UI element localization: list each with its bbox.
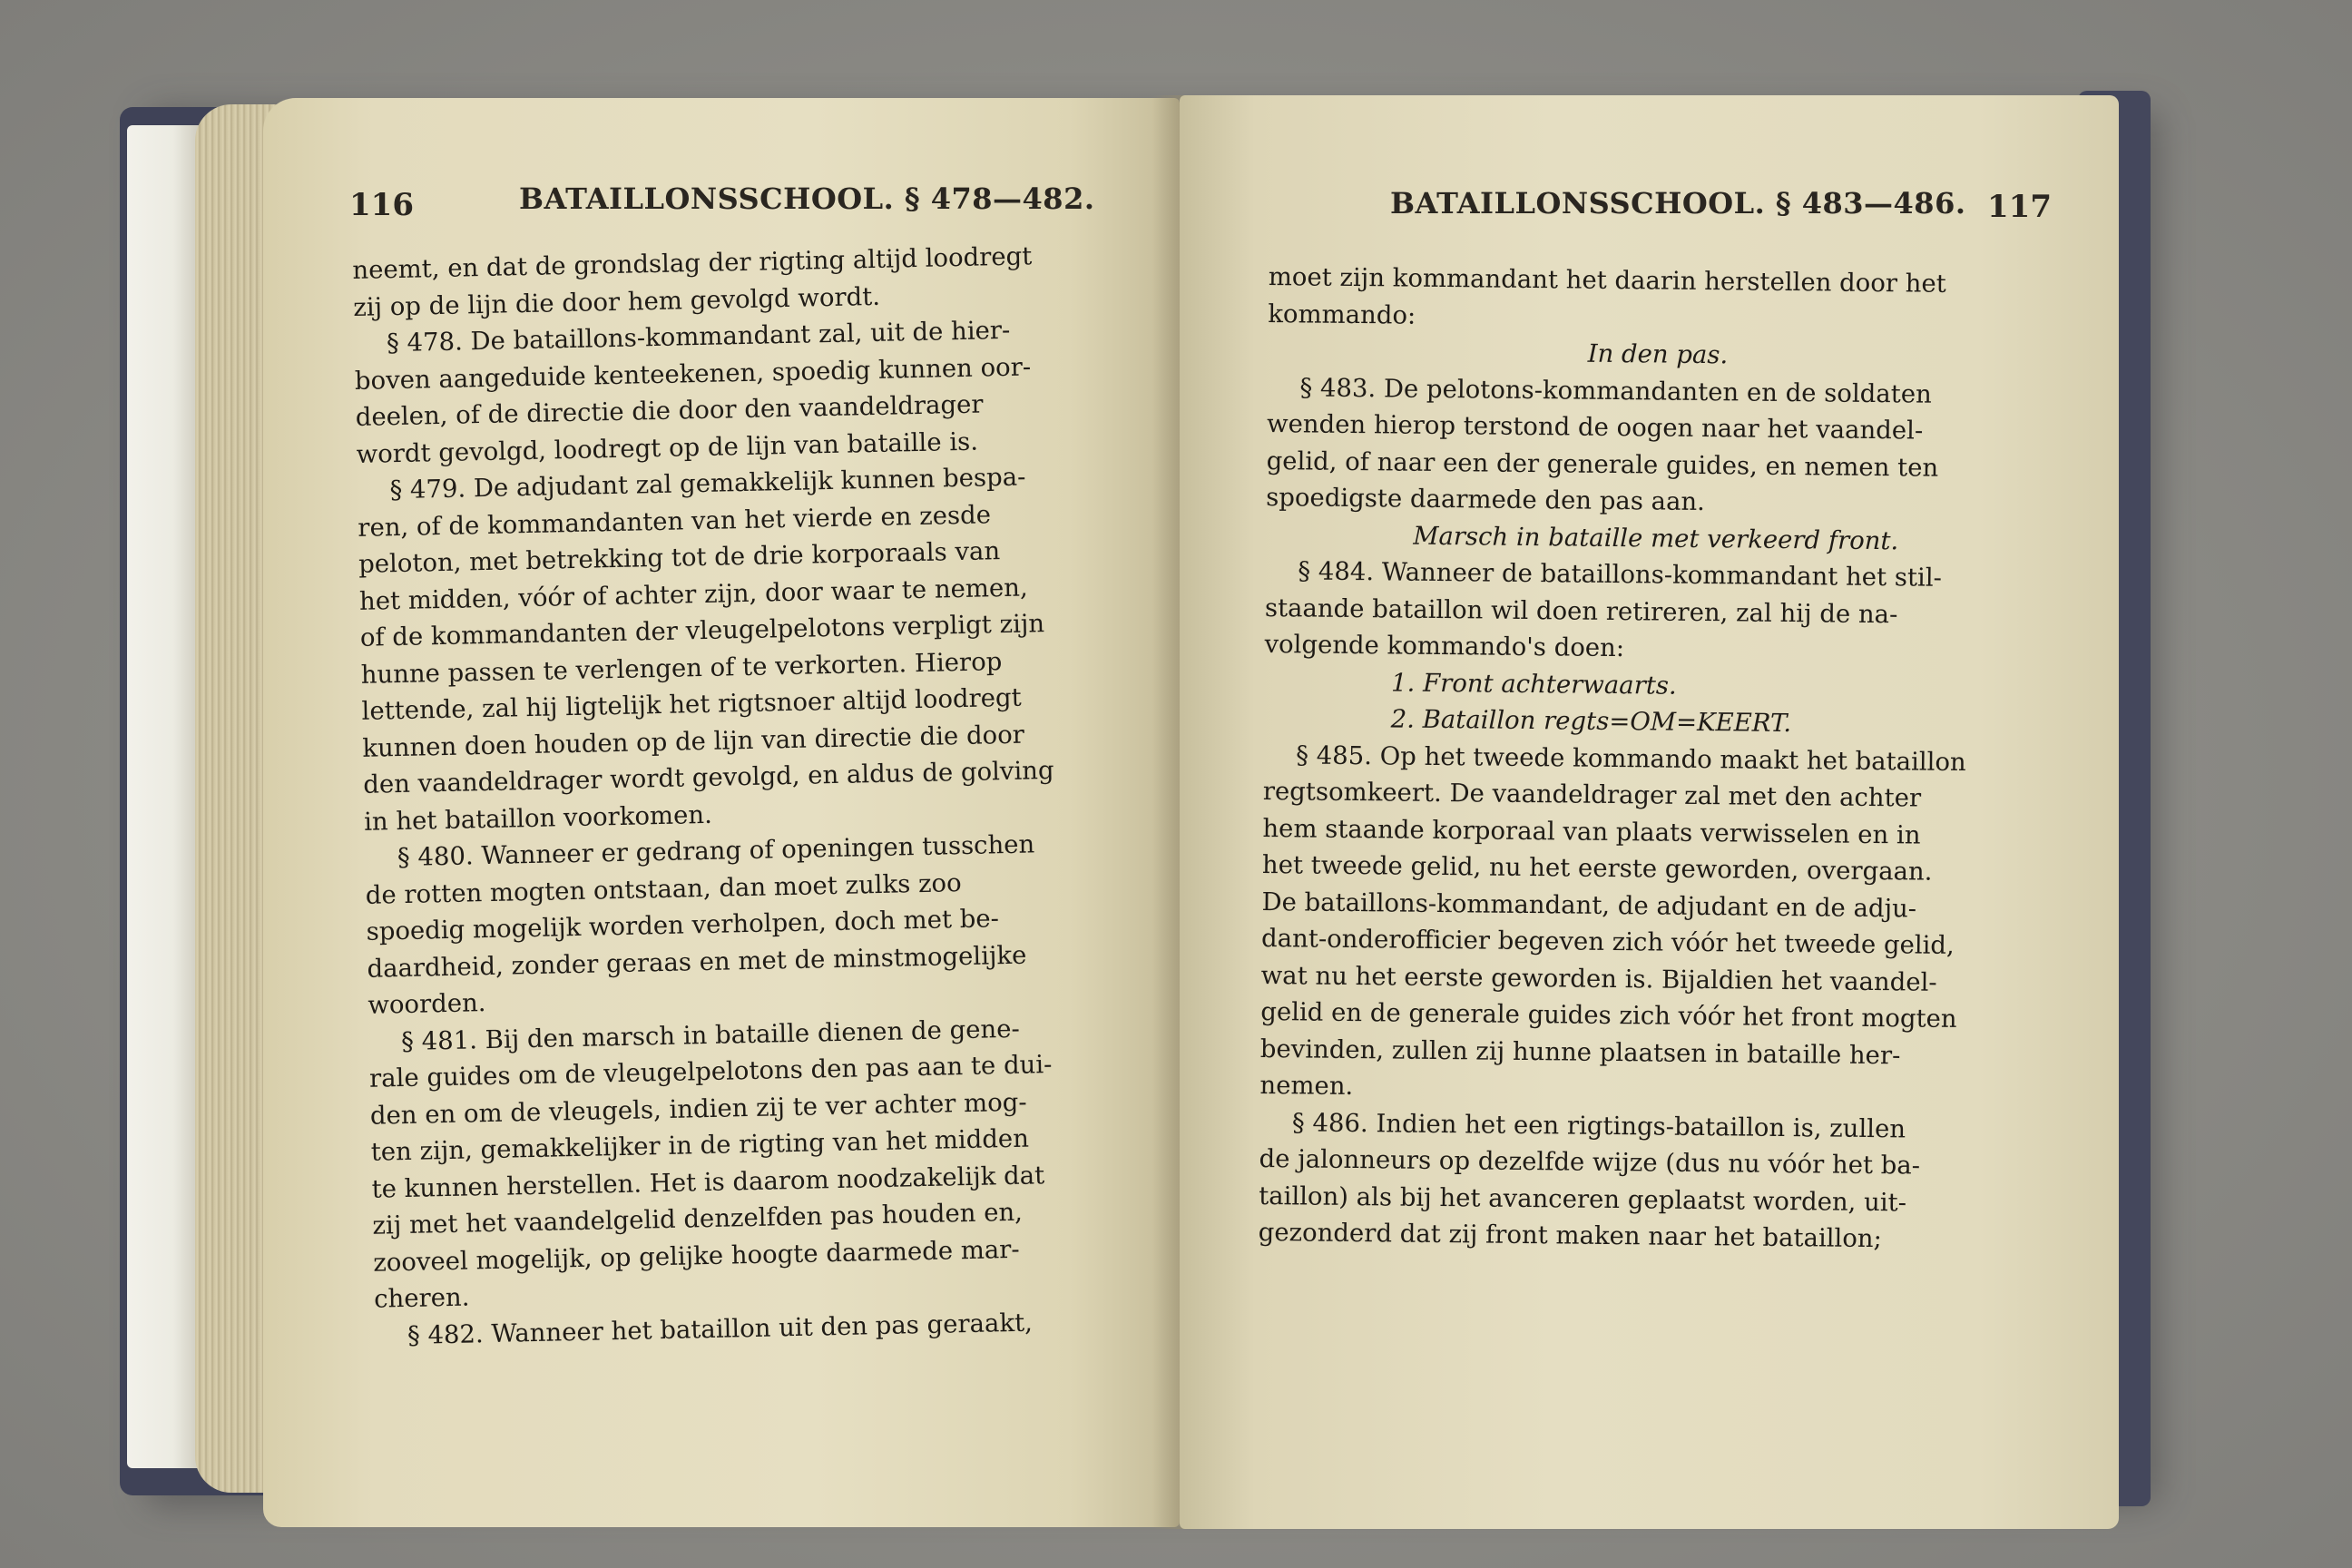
text-line: dant-onderofficier begeven zich vóór het tweede gelid,: [1260, 923, 1955, 960]
text-line: wat nu het eerste geworden is. Bijaldien het vaandel-: [1260, 960, 1937, 997]
text-line: ren, of de kommandanten van het vierde en zesde: [358, 499, 992, 543]
text-line: bevinden, zullen zij hunne plaatsen in bataille her-: [1259, 1034, 1901, 1070]
text-line: staande bataillon wil doen retireren, zal hij de na-: [1264, 593, 1898, 629]
text-line: woorden.: [368, 988, 486, 1020]
text-line: § 485. Op het tweede kommando maakt het bataillon: [1296, 740, 1966, 777]
text-line: kommando:: [1268, 299, 1416, 330]
text-line: den en om de vleugels, indien zij te ver achter mog-: [369, 1087, 1027, 1131]
text-line: § 479. De adjudant zal gemakkelijk kunnen bespa-: [389, 462, 1026, 505]
right-running-head: BATAILLONSSCHOOL. § 483—486.: [1390, 186, 1966, 220]
text-line: ten zijn, gemakkelijker in de rigting van het midden: [370, 1123, 1030, 1167]
text-line: cheren.: [373, 1282, 470, 1314]
left-page-number: 116: [349, 187, 414, 223]
right-page: [1180, 95, 2119, 1529]
text-line: regtsomkeert. De vaandeldrager zal met den achter: [1262, 776, 1922, 813]
text-line: zooveel mogelijk, op gelijke hoogte daarmede mar-: [372, 1234, 1020, 1278]
text-line: gezonderd dat zij front maken naar het bataillon;: [1258, 1217, 1883, 1254]
text-line: spoedig mogelijk worden verholpen, doch met be-: [366, 904, 1000, 946]
text-line: den vaandeldrager wordt gevolgd, en aldus de golving: [362, 755, 1054, 799]
right-page-number: 117: [1987, 189, 2052, 225]
text-line: § 483. De pelotons-kommandanten en de soldaten: [1299, 372, 1932, 409]
text-line: gelid, of naar een der generale guides, en nemen ten: [1266, 446, 1939, 483]
text-line: wenden hierop terstond de oogen naar het vaandel-: [1266, 408, 1924, 446]
text-line: peloton, met betrekking tot de drie korporaals van: [358, 536, 1001, 579]
text-line: § 486. Indien het een rigtings-bataillon is, zullen: [1291, 1107, 1906, 1143]
text-line: de rotten mogten ontstaan, dan moet zulks zoo: [365, 867, 962, 910]
text-line: § 480. Wanneer er gedrang of openingen tusschen: [397, 829, 1035, 873]
text-line: volgende kommando's doen:: [1264, 629, 1625, 663]
text-line: het midden, vóór of achter zijn, door waar te nemen,: [358, 572, 1028, 616]
text-line: hunne passen te verlengen of te verkorten. Hierop: [360, 646, 1003, 690]
text-line: 2. Bataillon regts=OM=KEERT.: [1390, 704, 1792, 739]
text-line: deelen, of de directie die door den vaandeldrager: [355, 389, 984, 432]
text-line: § 482. Wanneer het bataillon uit den pas geraakt,: [407, 1308, 1034, 1350]
text-line: wordt gevolgd, loodregt op de lijn van bataille is.: [356, 426, 979, 469]
text-line: In den pas.: [1587, 338, 1729, 370]
text-line: neemt, en dat de grondslag der rigting altijd loodregt: [352, 241, 1033, 285]
text-line: moet zijn kommandant het daarin herstellen door het: [1268, 261, 1946, 299]
text-line: kunnen doen houden op de lijn van directie die door: [362, 720, 1025, 763]
text-line: daardheid, zonder geraas en met de minstmogelijke: [367, 940, 1027, 984]
right-text-block: [1259, 259, 2049, 1259]
text-line: in het bataillon voorkomen.: [363, 799, 713, 837]
text-line: hem staande korporaal van plaats verwisselen en in: [1262, 813, 1921, 850]
text-line: het tweede gelid, nu het eerste geworden, overgaan.: [1261, 849, 1933, 887]
left-text-block: [352, 236, 1146, 1355]
text-line: 1. Front achterwaarts.: [1390, 667, 1677, 701]
text-line: zij met het vaandelgelid denzelfden pas houden en,: [372, 1197, 1024, 1240]
text-line: boven aangeduide kenteekenen, spoedig kunnen oor-: [354, 351, 1032, 396]
text-line: nemen.: [1259, 1070, 1354, 1102]
text-line: spoedigste daarmede den pas aan.: [1266, 482, 1706, 517]
text-line: taillon) als bij het avanceren geplaatst worden, uit-: [1259, 1181, 1907, 1217]
text-line: § 478. De bataillons-kommandant zal, uit de hier-: [386, 315, 1011, 358]
text-line: zij op de lijn die door hem gevolgd wordt.: [352, 281, 881, 322]
text-line: § 481. Bij den marsch in bataille dienen de gene-: [400, 1014, 1021, 1056]
text-line: te kunnen herstellen. Het is daarom noodzakelijk dat: [371, 1160, 1045, 1204]
left-page: [263, 98, 1180, 1527]
left-running-head: BATAILLONSSCHOOL. § 478—482.: [519, 181, 1095, 216]
text-line: Marsch in bataille met verkeerd front.: [1413, 521, 1899, 555]
text-line: of de kommandanten der vleugelpelotons verpligt zijn: [359, 609, 1045, 652]
text-line: gelid en de generale guides zich vóór het front mogten: [1260, 996, 1957, 1034]
text-line: rale guides om de vleugelpelotons den pas aan te dui-: [368, 1050, 1053, 1093]
page-fore-edge: [127, 125, 204, 1468]
text-line: De bataillons-kommandant, de adjudant en de adju-: [1261, 887, 1917, 924]
text-line: de jalonneurs op dezelfde wijze (dus nu vóór het ba-: [1259, 1143, 1921, 1181]
text-line: § 484. Wanneer de bataillons-kommandant het stil-: [1298, 556, 1943, 593]
text-line: lettende, zal hij ligtelijk het rigtsnoer altijd loodregt: [361, 682, 1022, 726]
